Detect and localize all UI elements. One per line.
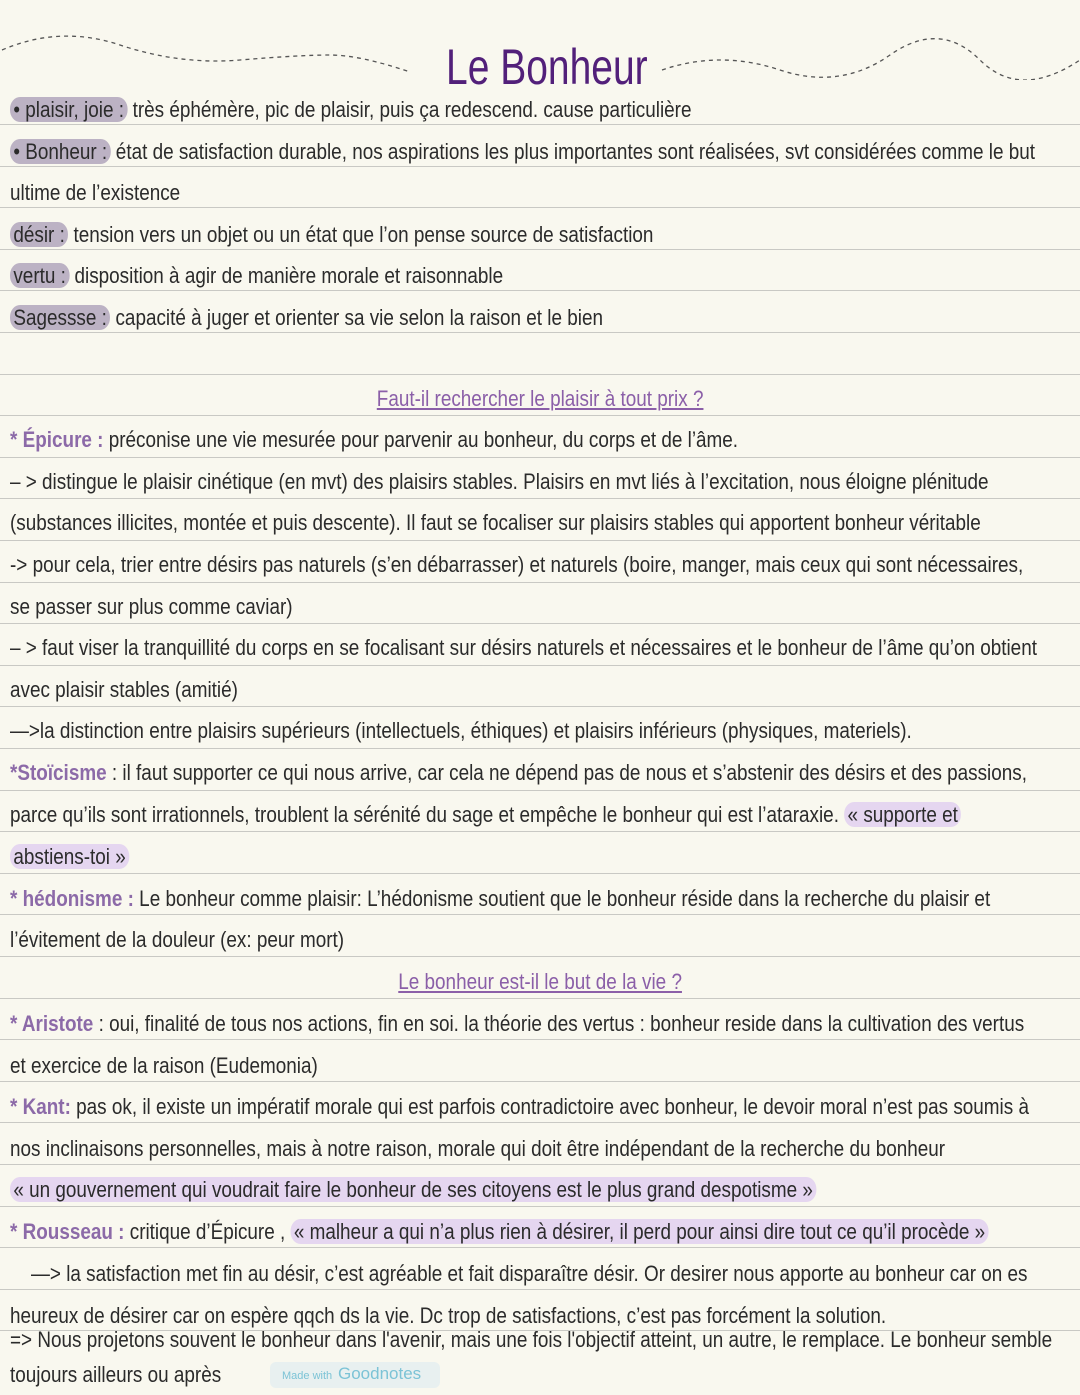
note-line bbox=[10, 678, 238, 702]
note-text: état de satisfaction durable, nos aspirations les plus importantes sont réalisées, svt considérées comme le but bbox=[110, 139, 1036, 164]
note-text: pas ok, il existe un impératif morale qui est parfois contradictoire avec bonheur, le devoir moral n’est pas soumis à bbox=[70, 1094, 1029, 1119]
note-line bbox=[10, 887, 990, 911]
note-text: avec plaisir stables (amitié) bbox=[10, 677, 238, 702]
note-text: – > faut viser la tranquillité du corps en se focalisant sur désirs naturels et nécessaires et le bonheur de l’âme qu’on obtient bbox=[10, 635, 1037, 660]
note-line bbox=[0, 970, 1080, 994]
term-label: Sagessse : bbox=[10, 305, 110, 330]
note-line bbox=[10, 636, 1037, 660]
note-line bbox=[10, 1328, 1052, 1352]
note-line bbox=[10, 223, 653, 247]
author-name: * hédonisme : bbox=[10, 886, 134, 911]
rule-line bbox=[0, 166, 1080, 167]
note-line bbox=[10, 1262, 1027, 1286]
rule-line bbox=[0, 706, 1080, 707]
note-text: se passer sur plus comme caviar) bbox=[10, 594, 293, 619]
note-line bbox=[10, 1220, 988, 1244]
rule-line bbox=[0, 873, 1080, 874]
term-label: vertu : bbox=[10, 263, 69, 288]
note-text: : il faut supporter ce qui nous arrive, car cela ne dépend pas de nous et s’abstenir des désirs et des passions, bbox=[106, 760, 1027, 785]
note-text: et exercice de la raison (Eudemonia) bbox=[10, 1053, 318, 1078]
note-line bbox=[10, 511, 981, 535]
author-name: * Kant: bbox=[10, 1094, 71, 1119]
section-heading: Le bonheur est-il le but de la vie ? bbox=[398, 969, 682, 994]
rule-line bbox=[0, 498, 1080, 499]
note-text: toujours ailleurs ou après bbox=[10, 1362, 222, 1387]
rule-line bbox=[0, 998, 1080, 999]
note-line bbox=[10, 1095, 1029, 1119]
term-label: • Bonheur : bbox=[10, 139, 111, 164]
note-text: préconise une vie mesurée pour parvenir au bonheur, du corps et de l’âme. bbox=[103, 427, 739, 452]
note-text: critique d’Épicure , bbox=[124, 1219, 291, 1244]
note-line bbox=[10, 1363, 221, 1387]
rule-line bbox=[0, 124, 1080, 125]
rule-line bbox=[0, 1247, 1080, 1248]
note-text: Le bonheur comme plaisir: L’hédonisme soutient que le bonheur réside dans la recherche du plaisir et bbox=[133, 886, 991, 911]
note-line bbox=[10, 140, 1035, 164]
note-line bbox=[10, 803, 961, 827]
highlighted-quote: « un gouvernement qui voudrait faire le bonheur de ses citoyens est le plus grand despotisme » bbox=[10, 1177, 816, 1202]
note-line bbox=[0, 387, 1080, 411]
rule-line bbox=[0, 457, 1080, 458]
rule-line bbox=[0, 374, 1080, 375]
term-label: désir : bbox=[10, 222, 68, 247]
author-name: * Rousseau : bbox=[10, 1219, 125, 1244]
note-line bbox=[10, 595, 293, 619]
note-line bbox=[10, 1054, 318, 1078]
highlighted-quote: « supporte et bbox=[844, 802, 961, 827]
term-label: • plaisir, joie : bbox=[10, 97, 127, 122]
rule-line bbox=[0, 290, 1080, 291]
author-name: * Épicure : bbox=[10, 427, 104, 452]
rule-line bbox=[0, 582, 1080, 583]
decorative-wave-left bbox=[0, 30, 420, 80]
rule-line bbox=[0, 748, 1080, 749]
note-text: capacité à juger et orienter sa vie selon la raison et le bien bbox=[110, 305, 603, 330]
note-line bbox=[10, 1137, 945, 1161]
goodnotes-watermark bbox=[270, 1362, 440, 1388]
note-text: —> la satisfaction met fin au désir, c’est agréable et fait disparaître désir. Or desirer nous apporte au bonheur car on es bbox=[10, 1261, 1028, 1286]
rule-line bbox=[0, 1164, 1080, 1165]
author-name: *Stoïcisme bbox=[10, 760, 107, 785]
note-text: très éphémère, pic de plaisir, puis ça redescend. cause particulière bbox=[127, 97, 692, 122]
note-line bbox=[10, 553, 1023, 577]
note-line bbox=[10, 845, 129, 869]
rule-line bbox=[0, 665, 1080, 666]
rule-line bbox=[0, 415, 1080, 416]
note-line bbox=[10, 428, 738, 452]
note-text: tension vers un objet ou un état que l’on pense source de satisfaction bbox=[68, 222, 654, 247]
author-name: * Aristote bbox=[10, 1011, 94, 1036]
note-text: ultime de l’existence bbox=[10, 180, 181, 205]
rule-line bbox=[0, 332, 1080, 333]
note-text: parce qu’ils sont irrationnels, troublent la sérénité du sage et empêche le bonheur qui est l’ataraxie. bbox=[10, 802, 845, 827]
note-text: disposition à agir de manière morale et raisonnable bbox=[69, 263, 504, 288]
highlighted-quote: abstiens-toi » bbox=[10, 844, 129, 869]
note-text: —>la distinction entre plaisirs supérieurs (intellectuels, éthiques) et plaisirs inférieurs (physiques, materiels). bbox=[10, 718, 912, 743]
note-line bbox=[10, 761, 1027, 785]
page-title: Le Bonheur bbox=[446, 39, 648, 95]
note-line bbox=[10, 719, 912, 743]
rule-line bbox=[0, 540, 1080, 541]
rule-line bbox=[0, 1122, 1080, 1123]
rule-line bbox=[0, 1039, 1080, 1040]
note-text: (substances illicites, montée et puis descente). Il faut se focaliser sur plaisirs stables qui apportent bonheur véritable bbox=[10, 510, 981, 535]
note-text: => Nous projetons souvent le bonheur dans l'avenir, mais une fois l'objectif atteint, un autre, le remplace. Le bonheur semble bbox=[10, 1327, 1053, 1352]
note-text: heureux de désirer car on espère qqch ds la vie. Dc trop de satisfactions, c’est pas forcément la solution. bbox=[10, 1303, 887, 1328]
note-line bbox=[10, 1012, 1024, 1036]
decorative-wave-right bbox=[660, 30, 1080, 80]
rule-line bbox=[0, 790, 1080, 791]
watermark-prefix: Made with bbox=[282, 1370, 333, 1382]
note-line bbox=[10, 181, 180, 205]
note-text: – > distingue le plaisir cinétique (en mvt) des plaisirs stables. Plaisirs en mvt liés à l’excitation, nous éloigne plénitude bbox=[10, 469, 989, 494]
rule-line bbox=[0, 831, 1080, 832]
note-line bbox=[10, 928, 344, 952]
note-line bbox=[10, 470, 989, 494]
note-text: l’évitement de la douleur (ex: peur mort) bbox=[10, 927, 345, 952]
note-line bbox=[10, 306, 603, 330]
watermark-brand: Goodnotes bbox=[338, 1364, 422, 1383]
rule-line bbox=[0, 956, 1080, 957]
rule-line bbox=[0, 914, 1080, 915]
section-heading: Faut-il rechercher le plaisir à tout prix ? bbox=[376, 386, 704, 411]
highlighted-quote: « malheur a qui n’a plus rien à désirer, il perd pour ainsi dire tout ce qu’il procède » bbox=[290, 1219, 988, 1244]
note-line bbox=[10, 264, 503, 288]
note-line bbox=[10, 1178, 816, 1202]
note-text: nos inclinaisons personnelles, mais à notre raison, morale qui doit être indépendant de la recherche du bonheur bbox=[10, 1136, 946, 1161]
rule-line bbox=[0, 207, 1080, 208]
rule-line bbox=[0, 1081, 1080, 1082]
rule-line bbox=[0, 249, 1080, 250]
note-text: : oui, finalité de tous nos actions, fin en soi. la théorie des vertus : bonheur reside dans la cultivation des vertus bbox=[93, 1011, 1025, 1036]
rule-line bbox=[0, 1289, 1080, 1290]
note-line bbox=[10, 98, 691, 122]
note-line bbox=[10, 1304, 886, 1328]
rule-line bbox=[0, 1206, 1080, 1207]
rule-line bbox=[0, 623, 1080, 624]
note-text: -> pour cela, trier entre désirs pas naturels (s’en débarrasser) et naturels (boire, manger, mais ceux qui sont nécessaires, bbox=[10, 552, 1024, 577]
